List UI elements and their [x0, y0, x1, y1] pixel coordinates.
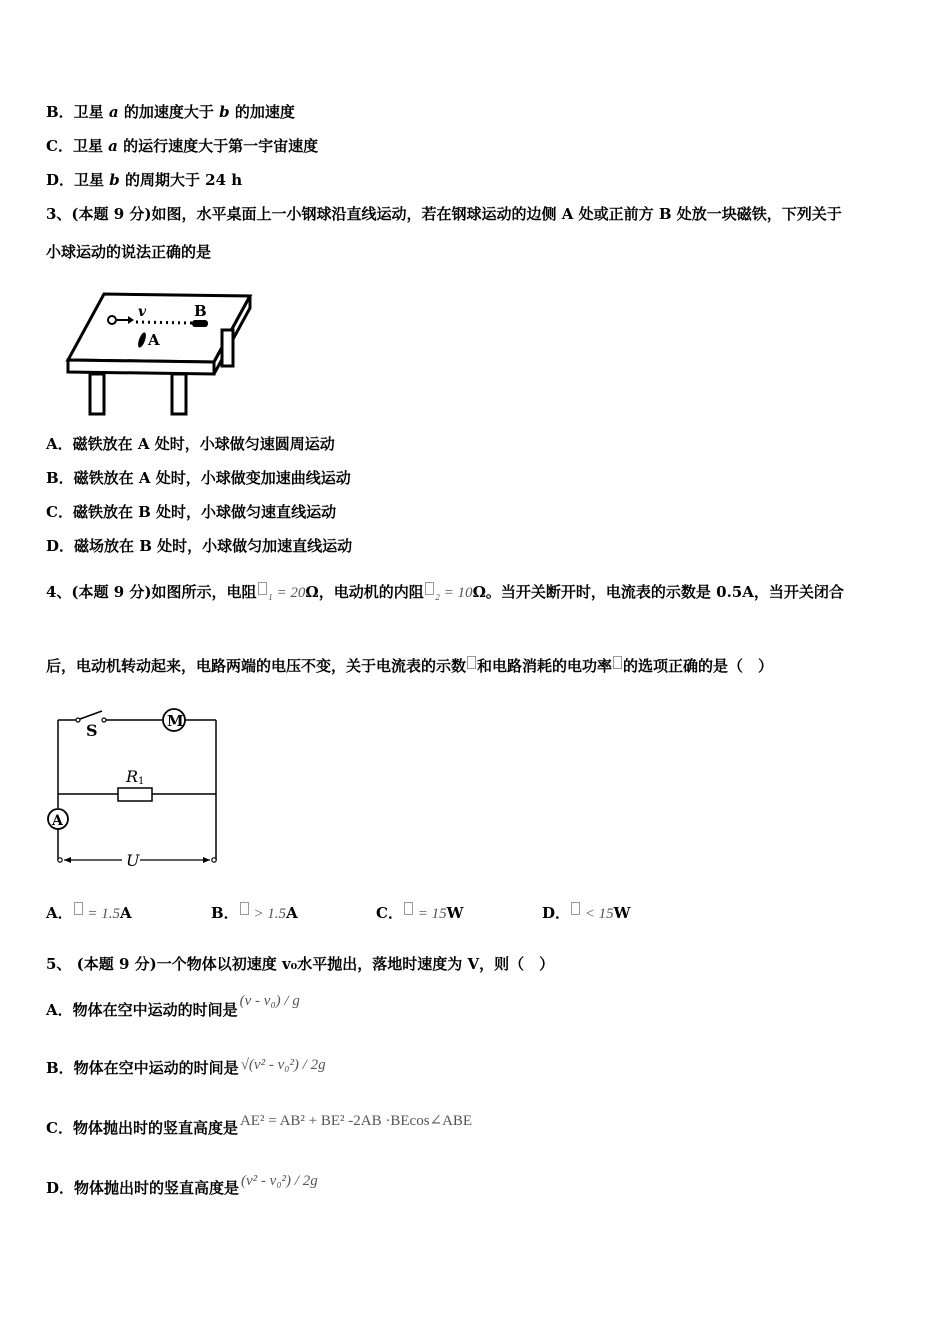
- q3-option-d: D．磁场放在 B 处时，小球做匀加速直线运动: [46, 537, 353, 555]
- switch-blade: [80, 711, 102, 719]
- missing-glyph: [425, 582, 434, 595]
- missing-glyph: [404, 902, 413, 915]
- q5-stem: 5、 (本题 9 分)一个物体以初速度 v₀水平抛出，落地时速度为 V，则（ ）: [46, 955, 555, 973]
- table-leg: [172, 374, 186, 414]
- missing-glyph: [74, 902, 83, 915]
- q3-stem-line1: 3、(本题 9 分)如图，水平桌面上一小钢球沿直线运动，若在钢球运动的边侧 A 处或正前方 B 处放一块磁铁，下列关于: [46, 205, 842, 223]
- q4-stem-line1: 4、(本题 9 分)如图所示，电阻 ₁ = 20Ω，电动机的内阻 ₂ = 10Ω。当开关断开时，电流表的示数是 0.5A，当开关闭合: [46, 583, 844, 601]
- missing-glyph: [613, 656, 622, 669]
- svg-text:1: 1: [138, 776, 145, 787]
- resistor-r1: [118, 788, 152, 801]
- svg-text:A: A: [52, 813, 63, 829]
- svg-text:M: M: [167, 712, 184, 730]
- missing-glyph: [571, 902, 580, 915]
- table-leg: [222, 330, 233, 366]
- q3-table-figure: [62, 290, 257, 418]
- q3-option-c: C．磁铁放在 B 处时，小球做匀速直线运动: [46, 503, 337, 521]
- missing-glyph: [258, 582, 267, 595]
- q5-option-b: B．物体在空中运动的时间是 √(v² - v₀²) / 2g: [46, 1057, 326, 1077]
- label-a: A: [148, 331, 160, 349]
- label-b: B: [194, 302, 207, 320]
- missing-glyph: [467, 656, 476, 669]
- label-v: v: [138, 304, 147, 320]
- magnet-b: [192, 320, 208, 327]
- label-s: S: [86, 721, 98, 740]
- q4-option-b: B． > 1.5A: [211, 904, 298, 922]
- table-leg: [90, 374, 104, 414]
- q3-stem-line2: 小球运动的说法正确的是: [46, 243, 212, 261]
- q2-option-b: B．卫星 a 的加速度大于 b 的加速度: [46, 103, 295, 121]
- missing-glyph: [240, 902, 249, 915]
- q4-option-d: D． < 15W: [542, 904, 631, 922]
- q4-option-c: C． = 15W: [376, 904, 464, 922]
- steel-ball: [108, 316, 116, 324]
- label-u: U: [126, 851, 140, 870]
- q3-option-b: B．磁铁放在 A 处时，小球做变加速曲线运动: [46, 469, 351, 487]
- q3-option-a: A．磁铁放在 A 处时，小球做匀速圆周运动: [46, 435, 335, 453]
- q4-circuit-figure: [44, 706, 224, 872]
- q2-option-c: C．卫星 a 的运行速度大于第一宇宙速度: [46, 137, 319, 155]
- q5-option-a: A．物体在空中运动的时间是 (v - v₀) / g: [46, 993, 300, 1019]
- q4-option-a: A． = 1.5A: [46, 904, 132, 922]
- q4-stem-line2: 后，电动机转动起来，电路两端的电压不变，关于电流表的示数 和电路消耗的电功率 的选项正确的是（ ）: [46, 657, 774, 675]
- q5-option-c: C．物体抛出时的竖直高度是 AE² = AB² + BE² -2AB ·BEcos∠ABE: [46, 1113, 473, 1137]
- q5-option-d: D．物体抛出时的竖直高度是 (v² - v₀²) / 2g: [46, 1173, 318, 1197]
- table-front-edge: [68, 360, 214, 374]
- q2-option-d: D．卫星 b 的周期大于 24 h: [46, 171, 243, 189]
- label-r1: R: [126, 767, 139, 786]
